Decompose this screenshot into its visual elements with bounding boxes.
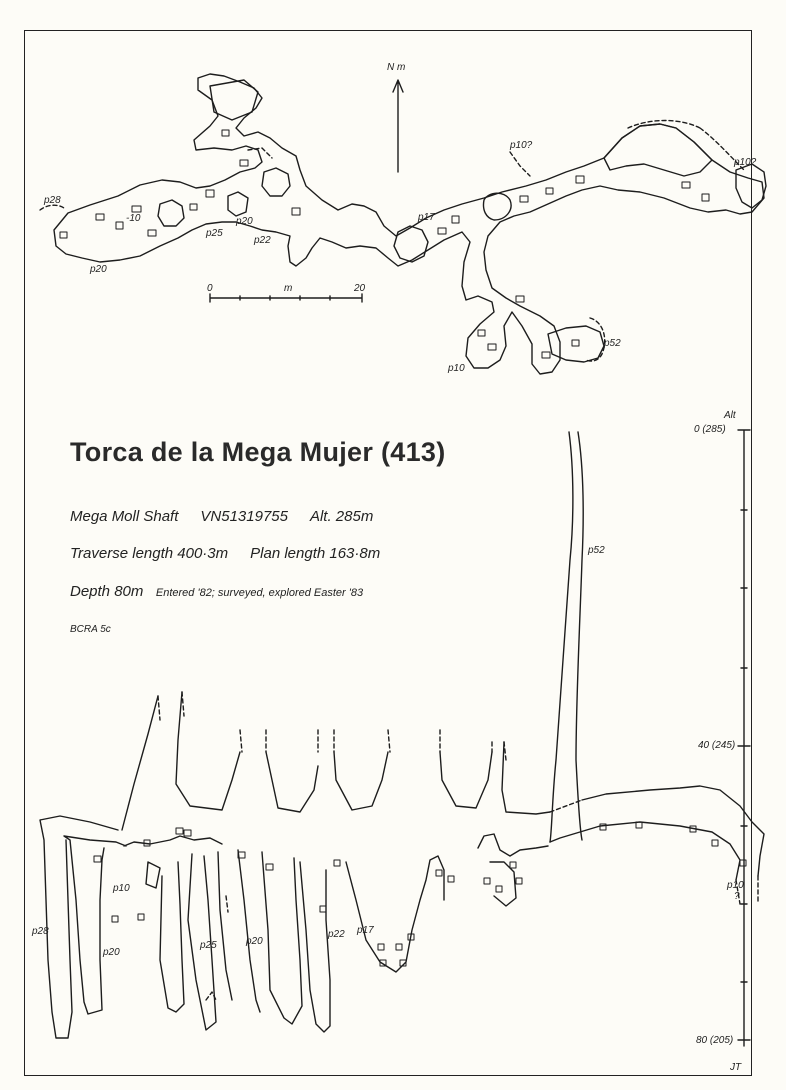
plan-label-p10q-right: p10? <box>734 157 757 168</box>
section-dashed-line <box>158 692 758 1000</box>
section-label-p22: p22 <box>328 929 345 940</box>
plan-left-pot <box>158 200 184 226</box>
section-label-p52: p52 <box>588 545 605 556</box>
plan-label-p10q-top: p10? <box>510 140 533 151</box>
altitude-tick-40: 40 (245) <box>698 740 736 751</box>
scale-bar <box>210 294 362 302</box>
section-mid-shafts <box>124 836 330 1032</box>
plan-p52-chamber <box>548 326 604 362</box>
section-east-passage <box>550 786 764 880</box>
info-line-3 <box>70 583 363 600</box>
plan-dashed-p10 <box>510 152 530 176</box>
section-east-choke <box>478 834 548 906</box>
section-west-shafts <box>40 816 126 1038</box>
section-p17-series <box>346 856 444 972</box>
plan-p20-pot <box>228 192 248 216</box>
author-initials: JT <box>730 1062 742 1073</box>
altitude-axis-header: Alt <box>724 410 736 421</box>
section-label-p10-left: p10 <box>113 883 130 894</box>
plan-label-minus10: -10 <box>126 213 141 224</box>
info-line-1 <box>70 508 373 525</box>
plan-dashed-east <box>628 121 744 171</box>
map-title: Torca de la Mega Mujer (413) <box>70 437 446 467</box>
scale-start: 0 <box>207 283 213 294</box>
plan-label-p20-mid: p20 <box>236 216 253 227</box>
section-label-question: ? <box>734 891 740 902</box>
plan-east-chamber <box>604 124 712 176</box>
north-label: N m <box>387 62 406 73</box>
plan-top-chamber <box>210 80 258 120</box>
plan-mid-pot <box>262 168 290 196</box>
section-label-p20-a: p20 <box>103 947 120 958</box>
section-p52-shaft <box>550 432 573 842</box>
altitude-tick-80: 80 (205) <box>696 1035 734 1046</box>
plan-label-p22: p22 <box>254 235 271 246</box>
section-label-p28: p28 <box>32 926 49 937</box>
altitude-tick-0: 0 (285) <box>694 424 726 435</box>
plan-label-p10-bottom: p10 <box>448 363 465 374</box>
section-label-p20-b: p20 <box>246 936 263 947</box>
scale-unit: m <box>284 283 293 294</box>
plan-label-p52: p52 <box>604 338 621 349</box>
plan-passage-outline <box>54 74 764 374</box>
plan-length: Plan length 163·8m <box>250 545 381 562</box>
section-label-p17: p17 <box>357 925 374 936</box>
plan-label-p17: p17 <box>418 212 435 223</box>
cave-name: Mega Moll Shaft <box>70 508 179 525</box>
scale-end: 20 <box>354 283 366 294</box>
plan-p17-pot <box>394 226 428 262</box>
exploration-status: Entered '82; surveyed, explored Easter '83 <box>155 587 364 599</box>
altitude: Alt. 285m <box>309 508 374 525</box>
north-arrow <box>393 80 403 172</box>
section-label-p10-right: p10 <box>727 880 744 891</box>
section-surface-line <box>122 692 550 830</box>
plan-label-p25: p25 <box>206 228 223 239</box>
info-line-2 <box>70 545 380 562</box>
plan-label-p20-left: p20 <box>90 264 107 275</box>
altitude-axis <box>738 430 750 1046</box>
traverse-length: Traverse length 400·3m <box>70 545 229 562</box>
section-label-p25: p25 <box>200 940 217 951</box>
section-p52-shaft <box>576 432 583 840</box>
grid-ref: VN51319755 <box>200 508 288 525</box>
depth: Depth 80m <box>70 583 144 600</box>
plan-label-p28: p28 <box>44 195 61 206</box>
bcra-grade: BCRA 5c <box>70 624 111 635</box>
